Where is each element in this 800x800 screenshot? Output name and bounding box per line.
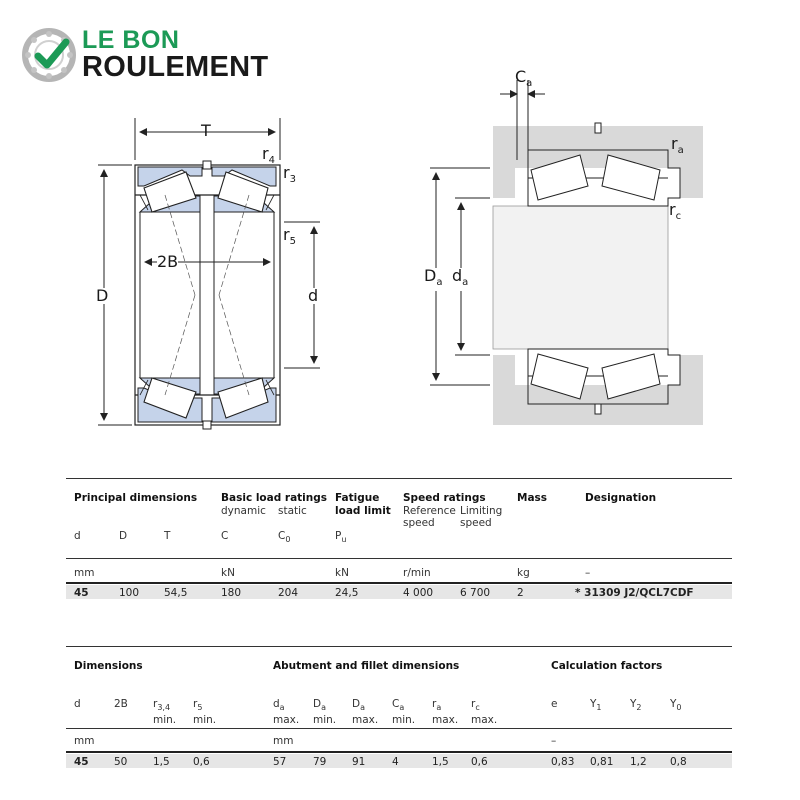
- symbol-r5: $r_5$ min.: [193, 698, 217, 727]
- dim-label-ra: $r_a$: [671, 134, 684, 157]
- cell-rc: 0,6: [471, 756, 488, 768]
- symbol-C0: $C_0$: [278, 530, 291, 545]
- dim-label-2B: 2B: [157, 252, 179, 271]
- cell-d: 45: [74, 756, 89, 768]
- dim-label-r4: $r_4$: [262, 144, 275, 167]
- table2-top-rule: [66, 646, 732, 647]
- table1-mid-rule: [66, 558, 732, 559]
- header-fatigue: Fatigue: [335, 492, 380, 504]
- cell-e: 0,83: [551, 756, 575, 768]
- unit-kg: kg: [517, 567, 530, 579]
- cell-C0: 204: [278, 587, 299, 599]
- unit-mm-abutment: mm: [273, 735, 294, 747]
- header-static: static: [278, 505, 307, 517]
- symbol-da: $d_a$ max.: [273, 698, 300, 727]
- symbol-Pu: $P_u$: [335, 530, 347, 545]
- unit-rmin: r/min: [403, 567, 431, 579]
- cell-d: 45: [74, 587, 89, 599]
- header-reference: Reference: [403, 505, 456, 517]
- cell-mass: 2: [517, 587, 524, 599]
- header-mass: Mass: [517, 492, 548, 504]
- cell-ra: 1,5: [432, 756, 449, 768]
- dim-label-r3: $r_3$: [283, 163, 296, 186]
- cell-r5: 0,6: [193, 756, 210, 768]
- unit-designation-dash: –: [585, 567, 591, 579]
- symbol-2B: 2B: [114, 698, 128, 710]
- cell-Ca: 4: [392, 756, 399, 768]
- unit-mm: mm: [74, 567, 95, 579]
- header-dynamic: dynamic: [221, 505, 266, 517]
- dim-label-rc: $r_c$: [669, 200, 682, 223]
- cell-Y0: 0,8: [670, 756, 687, 768]
- symbol-r34: $r_{3,4}$ min.: [153, 698, 177, 727]
- logo-text-line2: ROULEMENT: [82, 51, 269, 83]
- cell-Y1: 0,81: [590, 756, 614, 768]
- cell-reference-speed: 4 000: [403, 587, 434, 599]
- cell-2B: 50: [114, 756, 128, 768]
- symbol-Ca: $C_a$ min.: [392, 698, 416, 727]
- unit-kN-load: kN: [221, 567, 235, 579]
- cell-Y2: 1,2: [630, 756, 647, 768]
- symbol-ra: $r_a$ max.: [432, 698, 459, 727]
- table1-top-rule: [66, 478, 732, 479]
- logo-text-line1: LE BON: [82, 26, 180, 54]
- header-limiting: Limiting: [460, 505, 503, 517]
- dim-label-T: T: [201, 121, 211, 140]
- symbol-Y1: $Y_1$: [590, 698, 602, 713]
- symbol-Y2: $Y_2$: [630, 698, 642, 713]
- cell-da: 57: [273, 756, 287, 768]
- dim-label-D: D: [96, 286, 109, 305]
- symbol-D: D: [119, 530, 128, 542]
- unit-mm-dimensions: mm: [74, 735, 95, 747]
- header-basic-load-ratings: Basic load ratings: [221, 492, 328, 504]
- dim-label-Ca: $C_a$: [515, 67, 533, 90]
- cell-Da-min: 79: [313, 756, 327, 768]
- header-calculation-factors: Calculation factors: [551, 660, 663, 672]
- symbol-d: d: [74, 530, 81, 542]
- symbol-d: d: [74, 698, 81, 710]
- table2-data-rule: [66, 751, 732, 753]
- cell-D: 100: [119, 587, 140, 599]
- dim-label-r5: $r_5$: [283, 225, 296, 248]
- cell-r34: 1,5: [153, 756, 170, 768]
- unit-kN-fatigue: kN: [335, 567, 349, 579]
- cell-C: 180: [221, 587, 242, 599]
- header-dimensions: Dimensions: [74, 660, 143, 672]
- cell-designation: * 31309 J2/QCL7CDF: [575, 587, 694, 599]
- unit-calc-dash: –: [551, 735, 557, 747]
- symbol-Da-min: $D_a$ min.: [313, 698, 337, 727]
- symbol-e: e: [551, 698, 558, 710]
- dim-label-Da: $D_a$: [424, 268, 442, 291]
- symbol-rc: $r_c$ max.: [471, 698, 498, 727]
- header-designation: Designation: [585, 492, 657, 504]
- header-speed-ratings: Speed ratings: [403, 492, 486, 504]
- header-reference-speed: speed: [403, 517, 435, 529]
- dim-label-d: d: [308, 286, 319, 305]
- symbol-Da-max: $D_a$ max.: [352, 698, 379, 727]
- header-abutment-fillet: Abutment and fillet dimensions: [273, 660, 460, 672]
- header-limiting-speed: speed: [460, 517, 492, 529]
- symbol-C: C: [221, 530, 229, 542]
- cell-Pu: 24,5: [335, 587, 359, 599]
- cell-Da-max: 91: [352, 756, 366, 768]
- cell-T: 54,5: [164, 587, 188, 599]
- cell-limiting-speed: 6 700: [460, 587, 491, 599]
- dim-label-da: $d_a$: [452, 268, 468, 291]
- header-principal-dimensions: Principal dimensions: [74, 492, 198, 504]
- symbol-T: T: [164, 530, 171, 542]
- table2-mid-rule: [66, 728, 732, 729]
- table1-data-rule: [66, 582, 732, 584]
- header-load-limit: load limit: [335, 505, 391, 517]
- symbol-Y0: $Y_0$: [670, 698, 682, 713]
